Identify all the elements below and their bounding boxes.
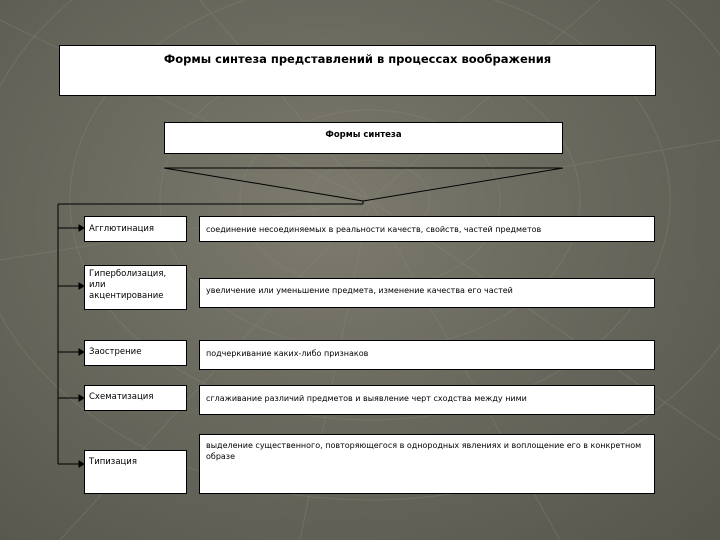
description-text: соединение несоединяемых в реальности качеств, свойств, частей предметов — [206, 225, 542, 234]
description-text: увеличение или уменьшение предмета, изменение качества его частей — [206, 286, 513, 295]
form-label: Гиперболизация, или акцентирование — [89, 269, 167, 301]
description-text: подчеркивание каких-либо признаков — [206, 349, 369, 358]
form-box-sharpening — [84, 340, 187, 366]
form-box-schematization — [84, 385, 187, 411]
description-box-agglutination — [199, 216, 655, 242]
form-box-typization — [84, 450, 187, 494]
form-label: Агглютинация — [89, 224, 154, 234]
form-label: Схематизация — [89, 392, 154, 402]
description-box-schematization — [199, 385, 655, 415]
form-label: Типизация — [89, 457, 137, 467]
description-box-typization — [199, 434, 655, 494]
form-box-hyperbolization — [84, 265, 187, 310]
subtitle-box — [164, 122, 563, 154]
form-box-agglutination — [84, 216, 187, 242]
diagram-subtitle: Формы синтеза — [325, 130, 402, 140]
form-label: Заострение — [89, 347, 142, 357]
diagram-title: Формы синтеза представлений в процессах воображения — [163, 52, 552, 66]
description-text: сглаживание различий предметов и выявление черт сходства между ними — [206, 394, 527, 403]
description-box-sharpening — [199, 340, 655, 370]
description-box-hyperbolization — [199, 278, 655, 308]
description-text: выделение существенного, повторяющегося в однородных явлениях и воплощение его в конкретном образе — [206, 441, 642, 461]
title-box — [59, 45, 656, 96]
